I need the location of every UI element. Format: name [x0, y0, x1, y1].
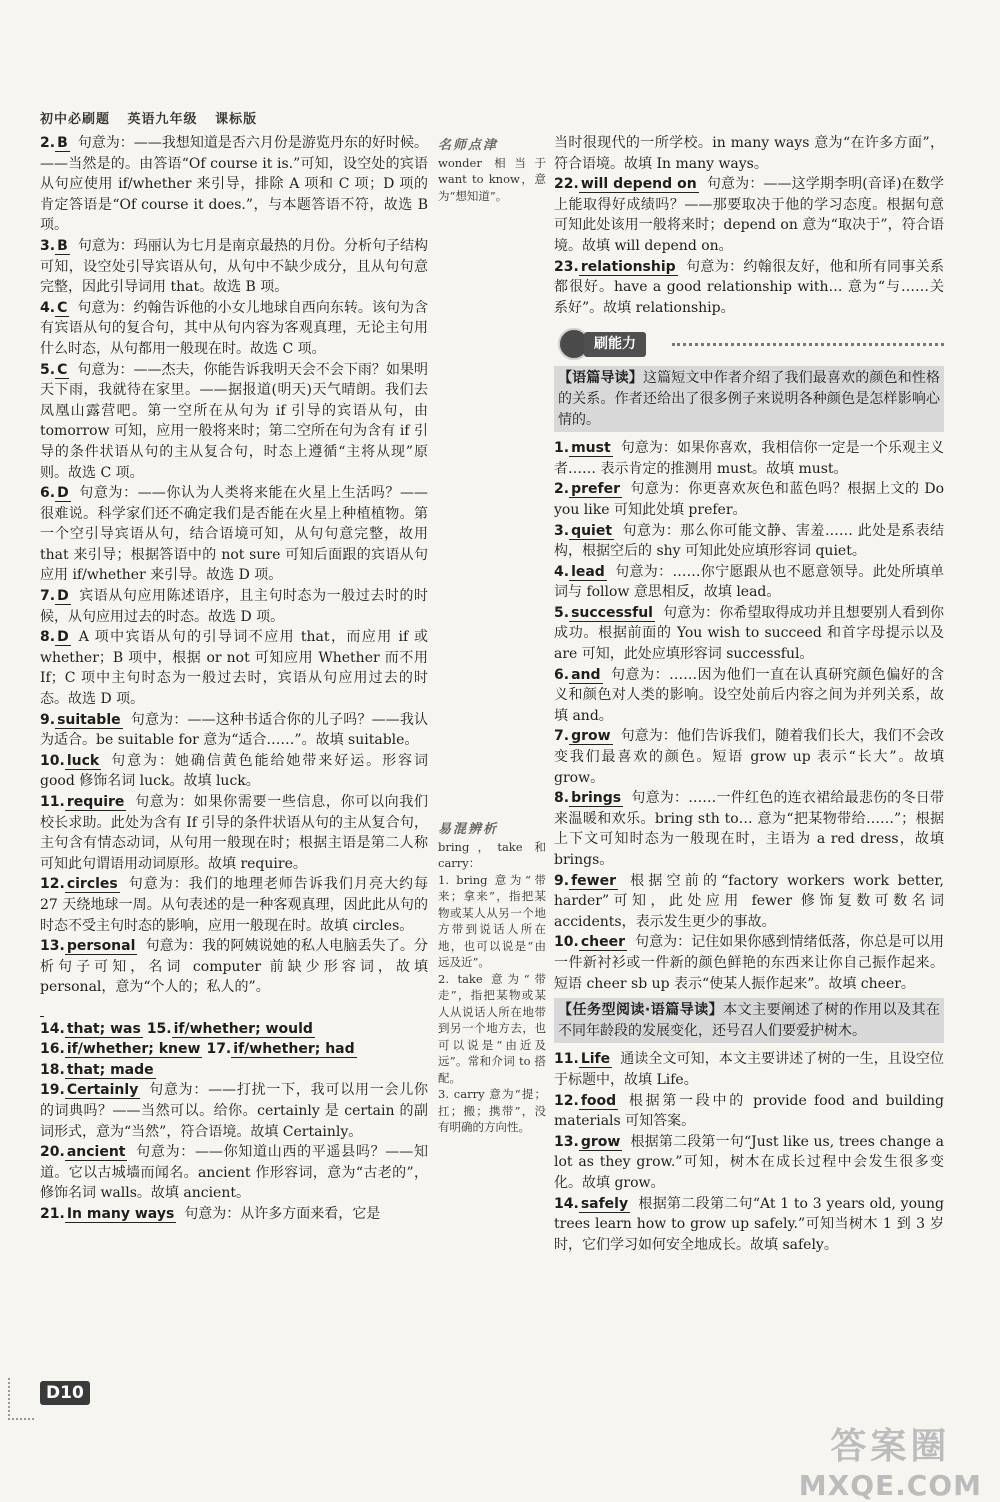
answer-item — [554, 479, 944, 520]
item-number: 5. — [554, 604, 570, 621]
item-explanation: 通读全文可知，本文主要讲述了树的一生，且设空位于标题中，故填 Life。 — [554, 1051, 944, 1088]
answer-item — [554, 932, 944, 994]
item-number: 20. — [40, 1144, 65, 1161]
item-explanation: 句意为：从许多方面来看，它是 — [184, 1205, 381, 1222]
answer-item — [40, 133, 428, 236]
banner-divider — [672, 343, 944, 346]
answer-item — [40, 936, 428, 998]
item-number: 14. — [40, 1020, 65, 1037]
item-answer: safely — [580, 1195, 629, 1212]
item-number: 8. — [40, 629, 56, 646]
answer-item — [554, 1194, 944, 1256]
item-explanation: 句意为：——这种书适合你的儿子吗？——我认为适合。be suitable for 意为“适合……”。故填 suitable。 — [40, 711, 428, 749]
answer-item — [554, 1091, 944, 1132]
item-explanation: 句意为：玛丽认为七月是南京最热的月份。分析句子结构可知，设空处引导宾语从句，从句中不缺少成分，且从句句意完整，因此引导词用 that。故选 B 项。 — [40, 237, 428, 296]
answer-item — [40, 874, 428, 936]
short-answer-row — [40, 1019, 428, 1040]
side-note-head: bring，take 和 carry： — [438, 839, 546, 870]
item-answer: grow — [580, 1133, 621, 1150]
item-explanation: A 项中宾语从句的引导词不应用 that，而应用 if 或 whether；B 项中，根据 or not 可知应用 Whether 而不用 If；C 项中主句时态为一般过去时，宾语从句应用过去的时态。故选 D 项。 — [40, 629, 428, 708]
item-number: 19. — [40, 1082, 65, 1099]
item-number: 12. — [554, 1092, 579, 1109]
item-number: 11. — [554, 1051, 579, 1068]
answer-item — [554, 788, 944, 870]
answer-item — [40, 360, 428, 484]
item-number: 10. — [40, 752, 65, 769]
item-answer: and — [571, 666, 601, 683]
page-header — [40, 108, 269, 127]
item-answer: C — [57, 361, 68, 378]
item-answer: D — [57, 588, 69, 605]
item-number: 22. — [554, 176, 579, 193]
item-answer: require — [66, 794, 125, 810]
short-answer-row — [40, 1060, 428, 1081]
answer-item — [40, 298, 428, 360]
answer-item — [40, 751, 428, 792]
site-watermark — [799, 1418, 982, 1502]
item-explanation: 宾语从句应用陈述语序，且主句时态为一般过去时的时候，从句应用过去的时态。故选 D 项。 — [40, 588, 428, 625]
item-number: 3. — [554, 522, 570, 539]
item-answer: cheer — [580, 934, 625, 951]
item-number: 11. — [40, 794, 65, 810]
item-explanation: 句意为：他们告诉我们，随着我们长大，我们不会改变我们最喜欢的颜色。短语 grow up 表示“长大”。故填 grow。 — [554, 728, 944, 786]
item-number: 8. — [554, 790, 570, 807]
item-answer: if/whether; would — [173, 1020, 313, 1037]
item-answer: circles — [66, 876, 118, 893]
answer-item — [40, 236, 428, 298]
answer-item — [40, 1142, 428, 1204]
item-answer: relationship — [580, 258, 676, 275]
item-answer: B — [57, 135, 68, 151]
item-explanation: 句意为：——我想知道是否六月份是游览丹东的好时候。——当然是的。由答语“Of course it is.”可知，设空处的宾语从句应使用 if/whether 来引导，排除 A 项和 C 项；D 项的肯定答语是“Of course it does.”，与本题答语不符，故选 B 项。 — [40, 135, 428, 234]
answer-item — [554, 726, 944, 788]
task-reading-guide-label: 【任务型阅读·语篇导读】 — [558, 1002, 724, 1019]
side-note-point: 2. take 意为“带走”，指把某物或某人从说话人所在地带到另一个地方去，也可以说是“由近及远”。常和介词 to 搭配。 — [438, 971, 546, 1085]
item-answer: quiet — [571, 522, 613, 539]
item-answer: C — [57, 299, 68, 316]
item-explanation: 句意为：你希望取得成功并且想要别人看到你成功。根据前面的 You wish to succeed 和首字母提示以及 are 可知，此处应填形容词 successful。 — [554, 604, 944, 663]
item-answer: must — [571, 440, 611, 457]
item-answer: Life — [580, 1051, 611, 1068]
item-answer: prefer — [571, 481, 620, 498]
page-number: D10 — [40, 1381, 90, 1405]
item-answer: that; made — [66, 1061, 154, 1078]
task-reading-guide — [554, 998, 944, 1043]
item-explanation: 句意为：——杰夫，你能告诉我明天会不会下雨？如果明天下雨，我就待在家里。——据报道(明天)天气晴朗。我们去凤凰山露营吧。第一空所在从句为 if 引导的宾语从句，由 tomorrow 可知，应用一般将来时；第二空所在句为含有 if 引导的条件状语从句的主从复合句，时态上遵循“主将从现”原则。故选 C 项。 — [40, 361, 428, 481]
passage-guide — [554, 366, 944, 432]
passage-guide-label: 【语篇导读】 — [558, 370, 643, 387]
right-column — [554, 133, 944, 1255]
header-edition: 课标版 — [215, 112, 258, 127]
item-explanation: 句意为：——你认为人类将来能在火星上生活吗？——很难说。科学家们还不确定我们是否能在火星上种植植物。第一个空引导宾语从句，结合语境可知，从句句意完整，故用 that 来引导；根据答语中的 not sure 可知后面跟的宾语从句应用 if/whether 来引导。故选 D 项。 — [40, 485, 428, 584]
answer-item — [40, 627, 428, 709]
item-answer: lead — [571, 563, 605, 580]
item-explanation: 句意为：——你知道山西的平遥县吗？——知道。它以古城墙而闻名。ancient 作形容词，意为“古老的”，修饰名词 walls。故填 ancient。 — [40, 1144, 428, 1202]
item-answer: B — [57, 237, 68, 254]
answer-item — [554, 1132, 944, 1194]
item-number: 23. — [554, 258, 579, 275]
item-number: 6. — [554, 666, 570, 683]
item-number: 14. — [554, 1195, 579, 1212]
answer-item — [40, 586, 428, 627]
item-explanation: 根据第二段第一句“Just like us, trees change a lot as they grow.”可知，树木在成长过程中会发生很多变化。故填 grow。 — [554, 1133, 944, 1191]
item-number: 9. — [554, 872, 570, 889]
item-explanation: 句意为：……因为他们一直在认真研究颜色偏好的含义和颜色对人类的影响。设空处前后内容之间为并列关系，故填 and。 — [554, 666, 944, 724]
item-number: 13. — [40, 938, 65, 955]
watermark-line-2: MXQE.COM — [798, 1469, 982, 1502]
answer-item — [40, 483, 428, 586]
task-reading-guide-text: 本文主要阐述了树的作用以及其在不同年龄段的发展变化，还号召人们要爱护树木。 — [558, 1002, 940, 1039]
item-number: 6. — [40, 485, 56, 502]
item-explanation: 句意为：那么你可能文静、害羞…… 此处是系表结构，根据空后的 shy 可知此处应填形容词 quiet。 — [554, 522, 944, 560]
item-number: 10. — [554, 934, 579, 951]
continued-text: 当时很现代的一所学校。in many ways 意为“在许多方面”，符合语境。故填 In many ways。 — [554, 135, 944, 172]
item-answer: successful — [571, 604, 653, 621]
item-answer: ancient — [66, 1144, 126, 1161]
side-notes-column — [438, 138, 546, 1136]
answer-item — [554, 257, 944, 319]
item-answer — [40, 1000, 44, 1017]
item-answer: if/whether; had — [233, 1041, 355, 1058]
answer-item — [40, 792, 428, 874]
item-explanation: 句意为：约翰很友好，他和所有同事关系都很好。have a good relationship with… 意为“与……关系好”。故填 relationship。 — [554, 258, 944, 316]
answer-item — [554, 562, 944, 603]
item-number: 2. — [554, 481, 570, 498]
item-number: 5. — [40, 361, 56, 378]
item-explanation: 句意为：——这学期李明(音译)在数学上能取得好成绩吗？——那要取决于他的学习态度。根据句意可知此处该用一般将来时；depend on 意为“取决于”，符合语境。故填 will depend on。 — [554, 176, 944, 254]
short-answer-row — [40, 1039, 428, 1060]
answer-item — [554, 521, 944, 562]
item-answer: that; was — [66, 1020, 141, 1037]
page-corner-mark — [8, 1378, 34, 1420]
item-number: 7. — [554, 728, 570, 745]
item-answer: In many ways — [66, 1205, 175, 1222]
side-note-title: 名师点津 — [438, 138, 499, 153]
item-explanation: 句意为：如果你喜欢，我相信你一定是一个乐观主义者…… 表示肯定的推测用 must。故填 must。 — [554, 440, 944, 477]
side-note-title: 易混辨析 — [438, 822, 499, 837]
answer-item — [554, 871, 944, 933]
item-answer: will depend on — [580, 176, 697, 193]
item-number: 1. — [554, 440, 570, 457]
answer-item — [40, 710, 428, 751]
item-answer: luck — [66, 752, 100, 769]
item-number: 17. — [206, 1041, 232, 1058]
answer-item — [554, 438, 944, 479]
item-answer: suitable — [57, 711, 121, 728]
answer-item — [40, 1204, 428, 1225]
item-answer: Certainly — [66, 1082, 139, 1099]
item-explanation: 句意为：你更喜欢灰色和蓝色吗？根据上文的 Do you like 可知此处填 prefer。 — [554, 481, 944, 518]
header-series: 初中必刷题 — [40, 112, 111, 127]
left-column — [40, 133, 428, 1224]
item-answer: D — [57, 629, 69, 646]
item-explanation: 句意为：我的阿姨说她的私人电脑丢失了。分析句子可知，名词 computer 前缺少形容词，故填 personal，意为“个人的；私人的”。 — [40, 938, 428, 996]
side-note-point: 1. bring 意为“带来；拿来”，指把某物或某人从另一个地方带到说话人所在地，也可以说是“由远及近”。 — [438, 872, 546, 969]
passage-guide-text: 这篇短文中作者介绍了我们最喜欢的颜色和性格的关系。作者还给出了很多例子来说明各种颜色是怎样影响心情的。 — [558, 370, 941, 428]
item-answer: food — [580, 1092, 617, 1109]
answer-item — [554, 665, 944, 727]
item-answer: grow — [571, 728, 611, 745]
item-explanation: 句意为：记住如果你感到情绪低落，你总是可以用一件新衬衫或一件新的颜色鲜艳的东西来让你自己振作起来。短语 cheer sb up 表示“使某人振作起来”。故填 cheer。 — [554, 934, 944, 992]
item-explanation: 句意为：她确信黄色能给她带来好运。形容词 good 修饰名词 luck。故填 luck。 — [40, 752, 428, 790]
item-number: 2. — [40, 135, 56, 151]
side-note-point: 3. carry 意为“提；扛；搬；携带”，没有明确的方向性。 — [438, 1087, 546, 1134]
item-number: 18. — [40, 1061, 65, 1078]
header-subject: 英语九年级 — [127, 112, 198, 127]
item-number: 9. — [40, 711, 56, 728]
section-banner-label: 刷能力 — [584, 332, 646, 357]
section-banner — [554, 326, 944, 362]
item-answer: fewer — [571, 872, 616, 889]
item-answer: D — [57, 485, 69, 502]
item-number: 13. — [554, 1133, 579, 1150]
item-explanation: 句意为：如果你需要一些信息，你可以向我们校长求助。此处为含有 If 引导的条件状语从句的主从复合句，主句含有情态动词，从句用一般现在时；根据主语是第二人称可知此句谓语用动词原形。故填 require。 — [40, 794, 428, 872]
item-explanation: 句意为：——打扰一下，我可以用一会儿你的词典吗？——当然可以。给你。certainly 是 certain 的副词形式，意为“当然”，符合语境。故填 Certainly。 — [40, 1082, 428, 1140]
side-note-text: wonder 相当于 want to know，意为“想知道”。 — [438, 155, 546, 203]
item-explanation: 句意为：……一件红色的连衣裙给最悲伤的冬日带来温暖和欢乐。bring sth to… 意为“把某物带给……”；根据上下文可知时态为一般现在时，主语为 a red dress，故填 brings。 — [554, 790, 944, 868]
item-number: 3. — [40, 237, 56, 254]
answer-item — [554, 1049, 944, 1090]
answer-item — [40, 1080, 428, 1142]
item-explanation: 根据第一段中的 provide food and building materials 可知答案。 — [554, 1092, 944, 1130]
item-explanation: 根据第二段第二句“At 1 to 3 years old, young trees learn how to grow up safely.”可知当树木 1 到 3 岁时，它们学习如何安全地成长。故填 safely。 — [554, 1195, 944, 1253]
item-number: 12. — [40, 876, 65, 893]
item-explanation: 根据空前的“factory workers work better, harder”可知，此处应用 fewer 修饰复数可数名词 accidents，表示发生更少的事故。 — [554, 872, 944, 930]
item-explanation: 句意为：我们的地理老师告诉我们月亮大约每 27 天绕地球一周。从句表述的是一种客观真理，因此此从句的时态不受主句时态的影响，应用一般现在时。故填 circles。 — [40, 876, 428, 934]
item-number: 4. — [40, 299, 56, 316]
item-number: 4. — [554, 563, 570, 580]
item-number: 15. — [146, 1020, 172, 1037]
item-number: 16. — [40, 1041, 65, 1058]
answer-item — [554, 174, 944, 256]
watermark-line-1: 答案圈 — [830, 1426, 951, 1467]
item-answer: personal — [66, 938, 136, 955]
item-answer: brings — [571, 790, 622, 807]
item-explanation: 句意为：……你宁愿跟从也不愿意领导。此处所填单词与 follow 意思相反，故填 lead。 — [554, 563, 944, 601]
answer-item — [554, 603, 944, 665]
item-explanation: 句意为：约翰告诉他的小女儿地球自西向东转。该句为含有宾语从句的复合句，其中从句内容为客观真理，无论主句用什么时态，从句都用一般现在时。故选 C 项。 — [40, 299, 428, 357]
item-number: 21. — [40, 1205, 65, 1222]
answer-item — [40, 998, 428, 1019]
item-number: 7. — [40, 588, 56, 605]
item-answer: if/whether; knew — [66, 1041, 201, 1058]
